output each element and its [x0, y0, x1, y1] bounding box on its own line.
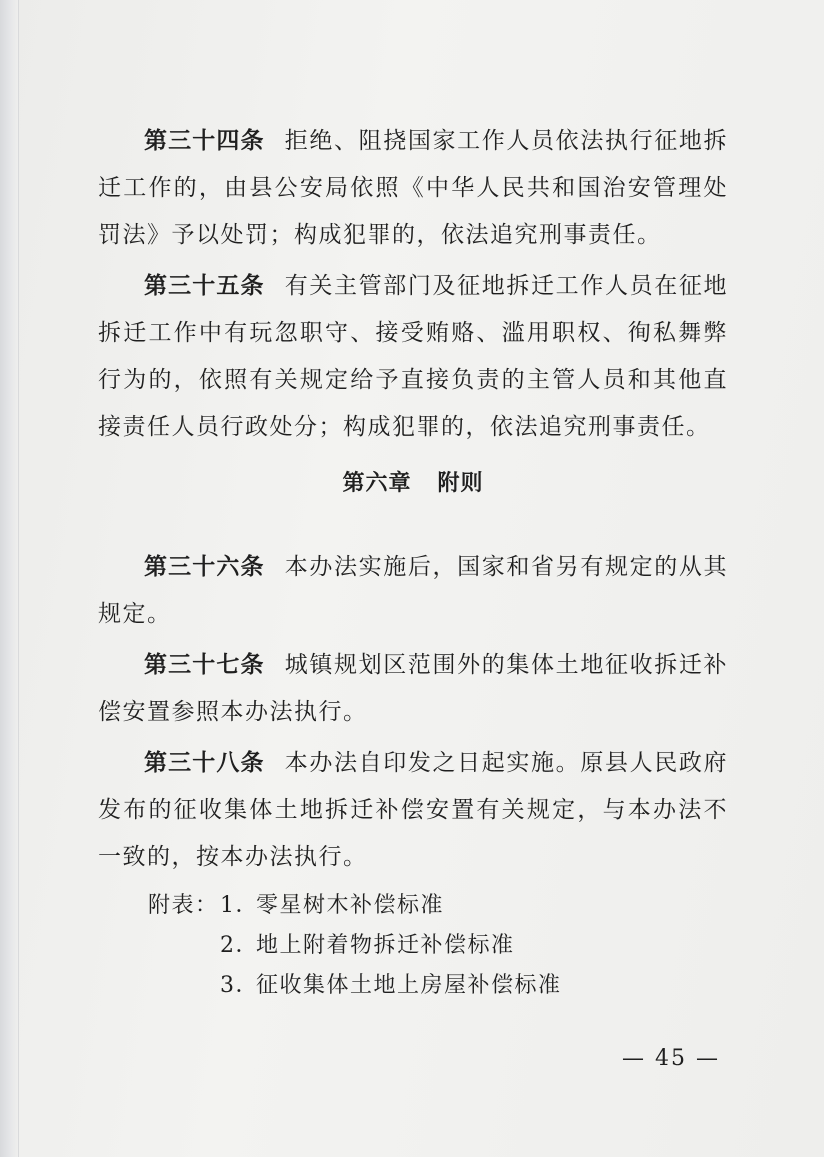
article-number: 第三十六条 [144, 554, 265, 580]
article-text: 本办法自印发之日起实施。原县人民政府发布的征收集体土地拆迁补偿安置有关规定，与本办法不一致的，按本办法执行。 [98, 750, 729, 870]
annex-title: 地上附着物拆迁补偿标准 [256, 933, 515, 958]
article-34 [98, 118, 728, 259]
chapter-heading [98, 466, 728, 497]
chapter-number: 第六章 [342, 471, 412, 496]
annex-list [148, 886, 562, 1006]
article-number: 第三十七条 [144, 652, 265, 678]
article-37 [98, 642, 728, 736]
article-number: 第三十四条 [144, 128, 265, 154]
page-number: — 45 — [622, 1046, 720, 1071]
annex-number: 1． [220, 893, 259, 918]
annex-number: 2． [220, 933, 259, 958]
chapter-five-end [98, 118, 728, 451]
annex-item [148, 886, 562, 926]
chapter-title: 附则 [437, 471, 484, 496]
annex-item [148, 926, 562, 966]
article-35 [98, 263, 728, 451]
annex-label: 附表： [148, 893, 219, 918]
article-number: 第三十八条 [144, 750, 265, 776]
article-text: 本办法实施后，国家和省另有规定的从其规定。 [98, 554, 729, 627]
chapter-six-body [98, 544, 728, 881]
article-36 [98, 544, 728, 638]
annex-title: 零星树木补偿标准 [256, 893, 445, 918]
article-text: 有关主管部门及征地拆迁工作人员在征地拆迁工作中有玩忽职守、接受贿赂、滥用职权、徇私舞弊行为的，依照有关规定给予直接负责的主管人员和其他直接责任人员行政处分；构成犯罪的，依法追究刑事责任。 [98, 273, 729, 440]
annex-title: 征收集体土地上房屋补偿标准 [256, 973, 562, 998]
article-number: 第三十五条 [144, 273, 265, 299]
article-text: 城镇规划区范围外的集体土地征收拆迁补偿安置参照本办法执行。 [98, 652, 729, 725]
annex-number: 3． [220, 973, 259, 998]
annex-item [148, 966, 562, 1006]
article-text: 拒绝、阻挠国家工作人员依法执行征地拆迁工作的，由县公安局依照《中华人民共和国治安管理处罚法》予以处罚；构成犯罪的，依法追究刑事责任。 [98, 128, 729, 248]
page-binding-edge [0, 0, 19, 1157]
article-38 [98, 740, 728, 881]
